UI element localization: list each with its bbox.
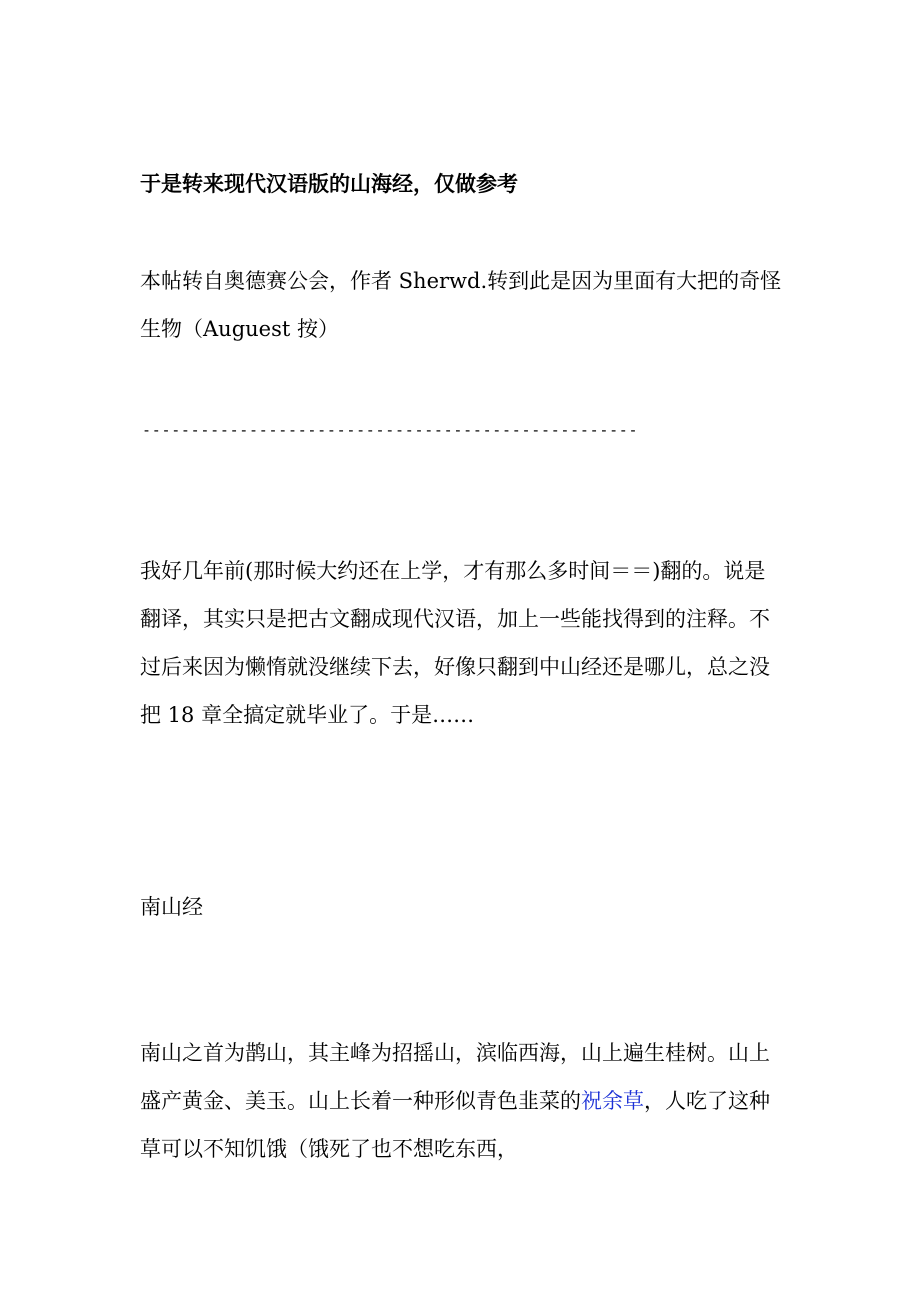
section-heading: 南山经: [140, 895, 203, 919]
source-note: 本帖转自奥德赛公会，作者 Sherwd.转到此是因为里面有大把的奇怪生物（Auguest 按）: [140, 269, 782, 341]
document-title: 于是转来现代汉语版的山海经，仅做参考: [140, 171, 518, 196]
dashed-divider: ---------------------------------------------------: [142, 421, 639, 439]
intro-paragraph: 我好几年前(那时候大约还在上学，才有那么多时间＝＝)翻的。说是翻译，其实只是把古文翻成现代汉语，加上一些能找得到的注释。不过后来因为懒惰就没继续下去，好像只翻到中山经还是哪儿，总之没把 18 章全搞定就毕业了。于是……: [140, 559, 770, 727]
body-text-before-link: 南山之首为鹊山，其主峰为招摇山，滨临西海，山上遍生桂树。山上盛产黄金、美玉。山上长着一种形似青色韭菜的: [140, 1041, 770, 1113]
body-paragraph: [140, 1029, 782, 1173]
herb-link[interactable]: 祝余草: [581, 1089, 644, 1113]
body-text-after-link: ，人吃了这种草可以不知饥饿（饿死了也不想吃东西，: [140, 1089, 770, 1161]
